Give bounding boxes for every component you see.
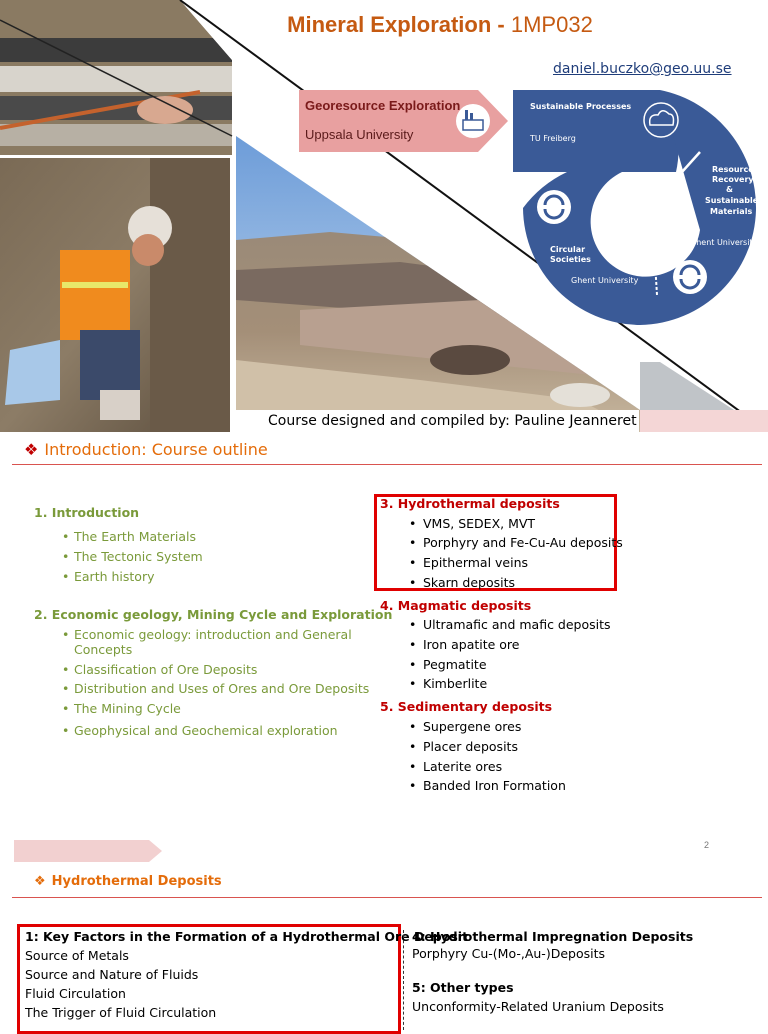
list-item: The Trigger of Fluid Circulation: [25, 1005, 217, 1020]
arc-label-societies: Societies: [550, 255, 591, 264]
list-item: • VMS, SEDEX, MVT: [409, 516, 536, 531]
list-item: Source and Nature of Fluids: [25, 967, 199, 982]
title-slide: [0, 0, 768, 432]
list-item: • Banded Iron Formation: [409, 778, 566, 793]
list-item: • Placer deposits: [409, 739, 518, 754]
list-item: • Skarn deposits: [409, 575, 516, 590]
page-title: Mineral Exploration - 1MP032: [287, 12, 593, 37]
arc-label-resource: Resource: [712, 165, 754, 174]
slide-heading: ❖ Introduction: Course outline: [24, 440, 268, 459]
box-title: 1: Key Factors in the Formation of a Hydrothermal Ore Deposit: [25, 929, 469, 944]
arc-label-sustainable: Sustainable: [705, 196, 759, 205]
list-item: Source of Metals: [25, 948, 129, 963]
slide-heading: ❖ Hydrothermal Deposits: [34, 874, 222, 889]
arc-label-recovery: Recovery: [712, 175, 754, 184]
list-item: • Iron apatite ore: [409, 637, 520, 652]
section-title: 5. Sedimentary deposits: [380, 699, 553, 714]
list-item: • Distribution and Uses of Ores and Ore Deposits: [62, 681, 370, 696]
list-item-continued: Concepts: [74, 642, 133, 657]
divider: [12, 897, 762, 898]
list-item: • The Mining Cycle: [62, 701, 181, 716]
list-item: Unconformity-Related Uranium Deposits: [412, 999, 664, 1014]
email-link[interactable]: daniel.buczko@geo.uu.se: [553, 61, 732, 77]
list-item: Porphyry Cu-(Mo-,Au-)Deposits: [412, 946, 605, 961]
banner-subtitle: Uppsala University: [305, 127, 414, 142]
section-title: 5: Other types: [412, 980, 514, 995]
diamond-bullet-icon: ❖: [34, 874, 46, 889]
list-item: • Porphyry and Fe-Cu-Au deposits: [409, 535, 623, 550]
arc-label-ghent-1: Ghent University: [690, 238, 758, 247]
section-title: 1. Introduction: [34, 505, 140, 520]
list-item: • Epithermal veins: [409, 555, 529, 570]
banner-title: Georesource Exploration: [305, 98, 461, 113]
list-item: • The Tectonic System: [62, 549, 203, 564]
section-title: 4: Hydrothermal Impregnation Deposits: [412, 929, 694, 944]
arc-label-ampersand: &: [726, 185, 733, 194]
diamond-bullet-icon: ❖: [24, 440, 39, 459]
course-outline-slide: [0, 432, 768, 864]
column-divider: [403, 930, 404, 1030]
list-item: Fluid Circulation: [25, 986, 126, 1001]
list-item: • Pegmatite: [409, 657, 487, 672]
divider: [12, 464, 762, 465]
geologist-photo: [0, 158, 230, 432]
arc-label-sustainable-processes: Sustainable Processes: [530, 102, 632, 111]
section-title: 4. Magmatic deposits: [380, 598, 532, 613]
section-title: 3. Hydrothermal deposits: [380, 496, 560, 511]
section-title: 2. Economic geology, Mining Cycle and Exploration: [34, 607, 393, 622]
arc-label-circular: Circular: [550, 245, 586, 254]
list-item: • Kimberlite: [409, 676, 488, 691]
arc-label-materials: Materials: [710, 207, 753, 216]
list-item: • Supergene ores: [409, 719, 522, 734]
list-item: • Classification of Ore Deposits: [62, 662, 258, 677]
factory-icon: [456, 104, 490, 138]
list-item: • Economic geology: introduction and General: [62, 627, 352, 642]
section-tab-arrow: [14, 840, 164, 866]
list-item: • Earth history: [62, 569, 155, 584]
list-item: • The Earth Materials: [62, 529, 197, 544]
page-number: 2: [704, 840, 710, 850]
arc-label-tu-freiberg: TU Freiberg: [530, 134, 576, 143]
list-item: • Laterite ores: [409, 759, 503, 774]
hydrothermal-slide: [0, 864, 768, 1024]
list-item: • Geophysical and Geochemical exploration: [62, 723, 338, 738]
arc-label-ghent-2: Ghent University: [571, 276, 639, 285]
credit-text: Course designed and compiled by: Pauline Jeanneret: [268, 413, 637, 429]
list-item: • Ultramafic and mafic deposits: [409, 617, 611, 632]
